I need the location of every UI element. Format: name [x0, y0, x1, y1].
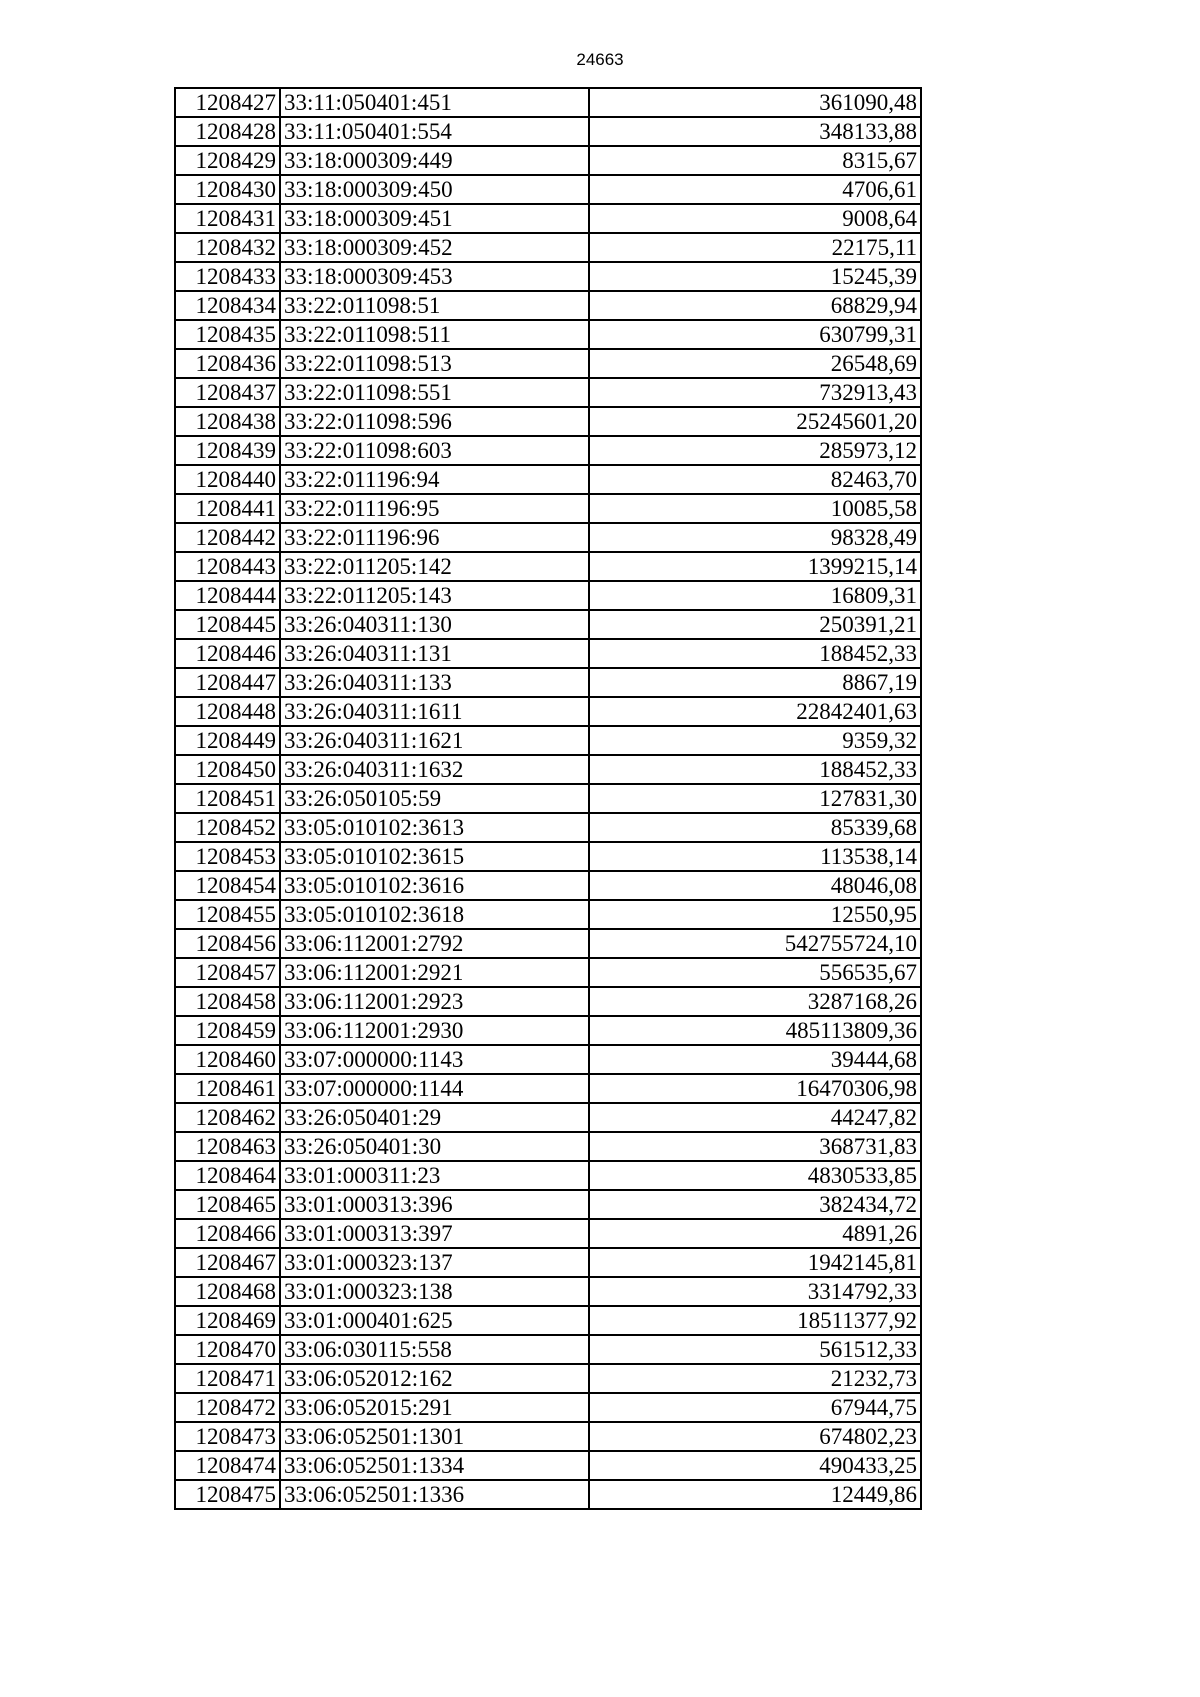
record-number-cell: 1208435	[175, 320, 280, 349]
table-row	[175, 784, 921, 813]
table-row	[175, 523, 921, 552]
cadastral-number-cell: 33:22:011098:511	[280, 320, 589, 349]
cadastral-number-cell: 33:01:000311:23	[280, 1161, 589, 1190]
table-row	[175, 1335, 921, 1364]
cadastral-value-cell: 250391,21	[589, 610, 921, 639]
record-number-cell: 1208434	[175, 291, 280, 320]
record-number-cell: 1208439	[175, 436, 280, 465]
record-number-cell: 1208458	[175, 987, 280, 1016]
cadastral-number-cell: 33:26:050401:30	[280, 1132, 589, 1161]
cadastral-number-cell: 33:26:040311:1621	[280, 726, 589, 755]
record-number-cell: 1208466	[175, 1219, 280, 1248]
record-number-cell: 1208461	[175, 1074, 280, 1103]
cadastral-value-cell: 3314792,33	[589, 1277, 921, 1306]
table-row	[175, 610, 921, 639]
cadastral-number-cell: 33:22:011098:551	[280, 378, 589, 407]
cadastral-value-cell: 542755724,10	[589, 929, 921, 958]
cadastral-number-cell: 33:18:000309:450	[280, 175, 589, 204]
cadastral-value-cell: 382434,72	[589, 1190, 921, 1219]
table-row	[175, 987, 921, 1016]
record-number-cell: 1208462	[175, 1103, 280, 1132]
cadastral-number-cell: 33:22:011098:51	[280, 291, 589, 320]
cadastral-number-cell: 33:22:011205:142	[280, 552, 589, 581]
record-number-cell: 1208463	[175, 1132, 280, 1161]
cadastral-number-cell: 33:06:052012:162	[280, 1364, 589, 1393]
record-number-cell: 1208467	[175, 1248, 280, 1277]
record-number-cell: 1208430	[175, 175, 280, 204]
cadastral-number-cell: 33:01:000401:625	[280, 1306, 589, 1335]
record-number-cell: 1208448	[175, 697, 280, 726]
cadastral-number-cell: 33:22:011098:603	[280, 436, 589, 465]
record-number-cell: 1208473	[175, 1422, 280, 1451]
cadastral-value-cell: 8867,19	[589, 668, 921, 697]
cadastral-number-cell: 33:01:000313:397	[280, 1219, 589, 1248]
table-row	[175, 929, 921, 958]
table-row	[175, 871, 921, 900]
record-number-cell: 1208440	[175, 465, 280, 494]
cadastral-value-cell: 485113809,36	[589, 1016, 921, 1045]
cadastral-number-cell: 33:18:000309:453	[280, 262, 589, 291]
cadastral-value-cell: 4830533,85	[589, 1161, 921, 1190]
cadastral-number-cell: 33:01:000323:138	[280, 1277, 589, 1306]
record-number-cell: 1208444	[175, 581, 280, 610]
cadastral-value-cell: 16470306,98	[589, 1074, 921, 1103]
cadastral-number-cell: 33:11:050401:554	[280, 117, 589, 146]
cadastral-number-cell: 33:05:010102:3616	[280, 871, 589, 900]
cadastral-value-cell: 732913,43	[589, 378, 921, 407]
cadastral-value-cell: 18511377,92	[589, 1306, 921, 1335]
cadastral-number-cell: 33:26:040311:1611	[280, 697, 589, 726]
record-number-cell: 1208447	[175, 668, 280, 697]
table-row	[175, 378, 921, 407]
record-number-cell: 1208443	[175, 552, 280, 581]
table-row	[175, 1190, 921, 1219]
cadastral-number-cell: 33:22:011196:96	[280, 523, 589, 552]
record-number-cell: 1208432	[175, 233, 280, 262]
table-row	[175, 697, 921, 726]
table-row	[175, 1451, 921, 1480]
record-number-cell: 1208452	[175, 813, 280, 842]
cadastral-number-cell: 33:01:000313:396	[280, 1190, 589, 1219]
table-row	[175, 1364, 921, 1393]
table-row	[175, 262, 921, 291]
cadastral-number-cell: 33:06:112001:2930	[280, 1016, 589, 1045]
record-number-cell: 1208460	[175, 1045, 280, 1074]
cadastral-number-cell: 33:07:000000:1144	[280, 1074, 589, 1103]
cadastral-value-cell: 85339,68	[589, 813, 921, 842]
cadastral-number-cell: 33:06:052015:291	[280, 1393, 589, 1422]
cadastral-number-cell: 33:22:011205:143	[280, 581, 589, 610]
cadastral-value-cell: 561512,33	[589, 1335, 921, 1364]
cadastral-value-cell: 15245,39	[589, 262, 921, 291]
cadastral-value-cell: 674802,23	[589, 1422, 921, 1451]
cadastral-value-cell: 113538,14	[589, 842, 921, 871]
table-row	[175, 465, 921, 494]
table-row	[175, 1277, 921, 1306]
record-number-cell: 1208449	[175, 726, 280, 755]
cadastral-number-cell: 33:26:050105:59	[280, 784, 589, 813]
table-row	[175, 175, 921, 204]
cadastral-value-cell: 490433,25	[589, 1451, 921, 1480]
record-number-cell: 1208436	[175, 349, 280, 378]
table-row	[175, 1161, 921, 1190]
cadastral-number-cell: 33:18:000309:452	[280, 233, 589, 262]
cadastral-value-cell: 10085,58	[589, 494, 921, 523]
cadastral-number-cell: 33:07:000000:1143	[280, 1045, 589, 1074]
cadastral-value-cell: 630799,31	[589, 320, 921, 349]
table-row	[175, 1132, 921, 1161]
cadastral-number-cell: 33:06:112001:2923	[280, 987, 589, 1016]
cadastral-value-cell: 25245601,20	[589, 407, 921, 436]
record-number-cell: 1208450	[175, 755, 280, 784]
cadastral-value-cell: 3287168,26	[589, 987, 921, 1016]
cadastral-value-cell: 361090,48	[589, 88, 921, 117]
table-row	[175, 1219, 921, 1248]
cadastral-value-cell: 8315,67	[589, 146, 921, 175]
table-row	[175, 1393, 921, 1422]
table-row	[175, 1422, 921, 1451]
table-row	[175, 291, 921, 320]
cadastral-value-cell: 22842401,63	[589, 697, 921, 726]
cadastral-value-cell: 16809,31	[589, 581, 921, 610]
table-row	[175, 1248, 921, 1277]
cadastral-number-cell: 33:18:000309:449	[280, 146, 589, 175]
cadastral-value-cell: 348133,88	[589, 117, 921, 146]
cadastral-number-cell: 33:11:050401:451	[280, 88, 589, 117]
cadastral-value-cell: 39444,68	[589, 1045, 921, 1074]
cadastral-value-cell: 26548,69	[589, 349, 921, 378]
record-number-cell: 1208471	[175, 1364, 280, 1393]
cadastral-value-cell: 4706,61	[589, 175, 921, 204]
record-number-cell: 1208474	[175, 1451, 280, 1480]
cadastral-number-cell: 33:05:010102:3615	[280, 842, 589, 871]
cadastral-number-cell: 33:06:112001:2921	[280, 958, 589, 987]
cadastral-number-cell: 33:26:040311:1632	[280, 755, 589, 784]
table-row	[175, 320, 921, 349]
record-number-cell: 1208441	[175, 494, 280, 523]
table-row	[175, 755, 921, 784]
table-row	[175, 1045, 921, 1074]
cadastral-value-cell: 1399215,14	[589, 552, 921, 581]
cadastral-value-cell: 82463,70	[589, 465, 921, 494]
record-number-cell: 1208456	[175, 929, 280, 958]
table-row	[175, 436, 921, 465]
record-number-cell: 1208464	[175, 1161, 280, 1190]
page-number: 24663	[576, 50, 624, 69]
cadastral-value-cell: 285973,12	[589, 436, 921, 465]
cadastral-number-cell: 33:22:011098:513	[280, 349, 589, 378]
table-row	[175, 204, 921, 233]
cadastral-number-cell: 33:06:052501:1301	[280, 1422, 589, 1451]
table-row	[175, 117, 921, 146]
record-number-cell: 1208457	[175, 958, 280, 987]
cadastral-value-cell: 188452,33	[589, 639, 921, 668]
record-number-cell: 1208453	[175, 842, 280, 871]
table-row	[175, 842, 921, 871]
table-row	[175, 900, 921, 929]
cadastral-number-cell: 33:22:011196:95	[280, 494, 589, 523]
cadastral-value-cell: 188452,33	[589, 755, 921, 784]
cadastral-number-cell: 33:05:010102:3613	[280, 813, 589, 842]
cadastral-value-cell: 12550,95	[589, 900, 921, 929]
record-number-cell: 1208428	[175, 117, 280, 146]
record-number-cell: 1208429	[175, 146, 280, 175]
table-row	[175, 668, 921, 697]
record-number-cell: 1208475	[175, 1480, 280, 1509]
cadastral-number-cell: 33:05:010102:3618	[280, 900, 589, 929]
cadastral-number-cell: 33:06:112001:2792	[280, 929, 589, 958]
cadastral-number-cell: 33:06:052501:1334	[280, 1451, 589, 1480]
table-row	[175, 726, 921, 755]
cadastral-number-cell: 33:18:000309:451	[280, 204, 589, 233]
cadastral-value-cell: 48046,08	[589, 871, 921, 900]
table-row	[175, 552, 921, 581]
cadastral-value-cell: 9008,64	[589, 204, 921, 233]
cadastral-value-table	[174, 87, 922, 1510]
record-number-cell: 1208442	[175, 523, 280, 552]
table-row	[175, 146, 921, 175]
record-number-cell: 1208446	[175, 639, 280, 668]
record-number-cell: 1208455	[175, 900, 280, 929]
cadastral-value-cell: 9359,32	[589, 726, 921, 755]
table-row	[175, 958, 921, 987]
cadastral-number-cell: 33:06:030115:558	[280, 1335, 589, 1364]
record-number-cell: 1208459	[175, 1016, 280, 1045]
cadastral-value-cell: 68829,94	[589, 291, 921, 320]
record-number-cell: 1208431	[175, 204, 280, 233]
table-row	[175, 1103, 921, 1132]
cadastral-number-cell: 33:26:050401:29	[280, 1103, 589, 1132]
table-row	[175, 1480, 921, 1509]
record-number-cell: 1208470	[175, 1335, 280, 1364]
cadastral-number-cell: 33:01:000323:137	[280, 1248, 589, 1277]
cadastral-value-cell: 21232,73	[589, 1364, 921, 1393]
table-row	[175, 813, 921, 842]
cadastral-number-cell: 33:26:040311:133	[280, 668, 589, 697]
record-number-cell: 1208437	[175, 378, 280, 407]
cadastral-value-cell: 98328,49	[589, 523, 921, 552]
record-number-cell: 1208445	[175, 610, 280, 639]
cadastral-value-cell: 556535,67	[589, 958, 921, 987]
table-row	[175, 1074, 921, 1103]
cadastral-value-cell: 127831,30	[589, 784, 921, 813]
cadastral-number-cell: 33:22:011196:94	[280, 465, 589, 494]
table-row	[175, 494, 921, 523]
record-number-cell: 1208433	[175, 262, 280, 291]
cadastral-value-cell: 12449,86	[589, 1480, 921, 1509]
cadastral-value-cell: 368731,83	[589, 1132, 921, 1161]
cadastral-value-cell: 1942145,81	[589, 1248, 921, 1277]
table-row	[175, 407, 921, 436]
record-number-cell: 1208438	[175, 407, 280, 436]
record-number-cell: 1208451	[175, 784, 280, 813]
table-body	[175, 88, 921, 1509]
table-row	[175, 349, 921, 378]
record-number-cell: 1208454	[175, 871, 280, 900]
table-row	[175, 639, 921, 668]
table-row	[175, 233, 921, 262]
cadastral-number-cell: 33:22:011098:596	[280, 407, 589, 436]
cadastral-value-cell: 44247,82	[589, 1103, 921, 1132]
record-number-cell: 1208468	[175, 1277, 280, 1306]
table-row	[175, 581, 921, 610]
cadastral-number-cell: 33:06:052501:1336	[280, 1480, 589, 1509]
cadastral-number-cell: 33:26:040311:131	[280, 639, 589, 668]
record-number-cell: 1208465	[175, 1190, 280, 1219]
record-number-cell: 1208472	[175, 1393, 280, 1422]
cadastral-value-cell: 22175,11	[589, 233, 921, 262]
table-row	[175, 1306, 921, 1335]
cadastral-value-cell: 4891,26	[589, 1219, 921, 1248]
record-number-cell: 1208469	[175, 1306, 280, 1335]
table-row	[175, 88, 921, 117]
cadastral-number-cell: 33:26:040311:130	[280, 610, 589, 639]
table-row	[175, 1016, 921, 1045]
cadastral-value-cell: 67944,75	[589, 1393, 921, 1422]
record-number-cell: 1208427	[175, 88, 280, 117]
